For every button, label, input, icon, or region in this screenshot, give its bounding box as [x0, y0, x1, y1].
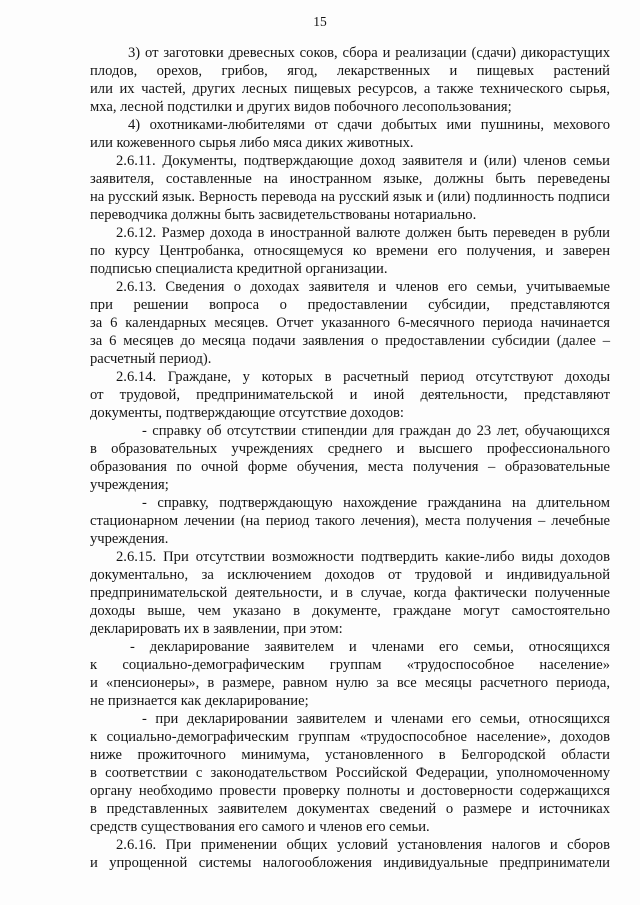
text-line: - декларирование заявителем и членами его семьи, относящихся	[130, 639, 610, 655]
text-line: документы, подтверждающие отсутствие доходов:	[90, 405, 404, 421]
text-line: переводчика должны быть засвидетельствованы нотариально.	[90, 207, 477, 223]
text-line: и упрощенной системы налогообложения индивидуальные предприниматели	[90, 855, 610, 871]
text-line: 2.6.13. Сведения о доходах заявителя и членов его семьи, учитываемые	[116, 279, 610, 295]
text-line: учреждения;	[90, 477, 169, 493]
text-line: стационарном лечении (на период такого лечения), места получения – лечебные	[90, 513, 610, 529]
text-line: 4) охотниками-любителями от сдачи добытых ими пушнины, мехового	[128, 117, 610, 133]
text-line: в образовательных учреждениях среднего и высшего профессионального	[90, 441, 610, 457]
text-line: к социально-демографическим группам «трудоспособное население», доходов	[90, 729, 610, 745]
text-line: 3) от заготовки древесных соков, сбора и реализации (сдачи) дикорастущих	[128, 45, 610, 61]
text-line: расчетный период).	[90, 351, 212, 367]
text-line: - справку, подтверждающую нахождение гражданина на длительном	[142, 495, 610, 511]
text-line: - при декларировании заявителем и членами его семьи, относящихся	[142, 711, 610, 727]
text-line: 2.6.15. При отсутствии возможности подтвердить какие-либо виды доходов	[116, 549, 610, 565]
text-line: предпринимательской деятельности, и в случае, когда фактически полученные	[90, 585, 610, 601]
text-line: при решении вопроса о предоставлении субсидии, представляются	[90, 297, 610, 313]
text-line: 2.6.16. При применении общих условий установления налогов и сборов	[116, 837, 610, 853]
text-line: документально, за исключением доходов от трудовой и индивидуальной	[90, 567, 610, 583]
text-line: - справку об отсутствии стипендии для граждан до 23 лет, обучающихся	[142, 423, 610, 439]
page-number: 15	[313, 14, 327, 29]
text-line: органу необходимо провести проверку полноты и достоверности содержащихся	[90, 783, 610, 799]
text-line: на русский язык. Верность перевода на русский язык и (или) подлинность подписи	[90, 189, 610, 205]
text-line: и «пенсионеры», в размере, равном нулю за все месяцы расчетного периода,	[90, 675, 610, 691]
text-line: или их частей, других лесных пищевых ресурсов, а также технического сырья,	[90, 81, 610, 97]
text-line: средств существования его самого и членов его семьи.	[90, 819, 430, 835]
text-line: к социально-демографическим группам «трудоспособное население»	[90, 657, 610, 673]
text-line: за 6 месяцев до месяца подачи заявления о предоставлении субсидии (далее –	[90, 333, 610, 349]
text-line: или кожевенного сырья либо мяса диких животных.	[90, 135, 414, 151]
text-line: плодов, орехов, грибов, ягод, лекарственных и пищевых растений	[90, 63, 610, 79]
text-line: 2.6.11. Документы, подтверждающие доход заявителя и (или) членов семьи	[116, 153, 610, 169]
text-line: 2.6.14. Граждане, у которых в расчетный период отсутствуют доходы	[116, 369, 610, 385]
text-line: декларировать их в заявлении, при этом:	[90, 621, 343, 637]
text-line: образования по очной форме обучения, места получения – образовательные	[90, 459, 610, 475]
text-line: доходы выше, чем указано в документе, граждане могут самостоятельно	[90, 603, 610, 619]
text-line: учреждения.	[90, 531, 169, 547]
text-line: в соответствии с законодательством Российской Федерации, уполномоченному	[90, 765, 610, 781]
text-line: мха, лесной подстилки и других видов побочного лесопользования;	[90, 99, 512, 115]
text-line: за 6 календарных месяцев. Отчет указанного 6-месячного периода начинается	[90, 315, 610, 331]
text-line: не признается как декларирование;	[90, 693, 309, 709]
text-line: в представленных заявителем документах сведений о размере и источниках	[90, 801, 610, 817]
text-line: 2.6.12. Размер дохода в иностранной валюте должен быть переведен в рубли	[116, 225, 610, 241]
text-line: ниже прожиточного минимума, установленного в Белгородской области	[90, 747, 610, 763]
text-line: по курсу Центробанка, относящемуся ко времени его получения, и заверен	[90, 243, 610, 259]
text-line: от трудовой, предпринимательской и иной деятельности, представляют	[90, 387, 610, 403]
text-line: заявителя, составленные на иностранном языке, должны быть переведены	[90, 171, 610, 187]
text-line: подписью специалиста кредитной организации.	[90, 261, 388, 277]
